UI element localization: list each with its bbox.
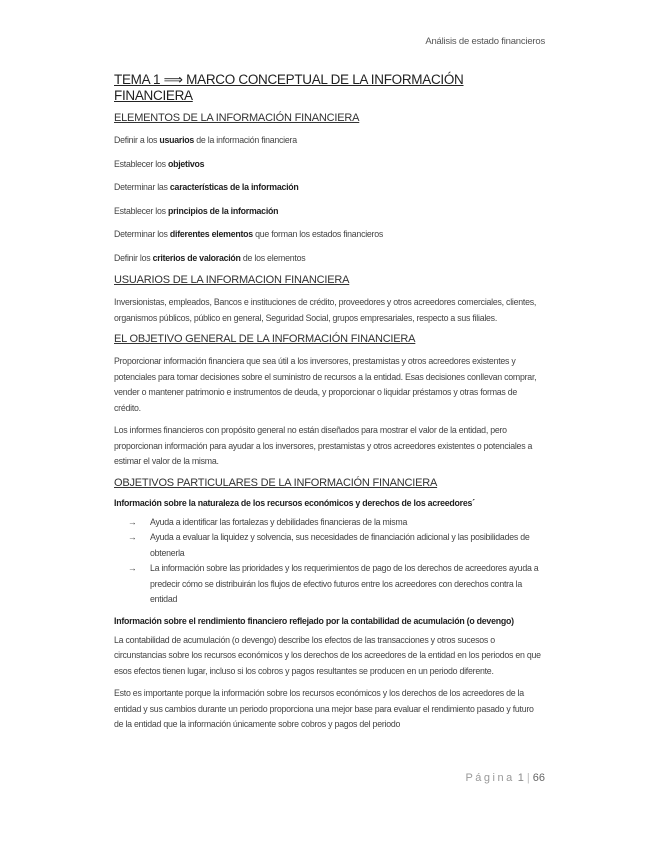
paragraph: La contabilidad de acumulación (o devengo) describe los efectos de las transacciones y otros sucesos o circunstancias sobre los recursos económicos y los derechos de los acreedores de la entidad en los periodos en que esos efectos tienen lugar, incluso si los cobros y pagos resultantes se producen en un periodo diferente. — [114, 634, 541, 676]
bullet-list — [114, 515, 544, 608]
list-item: → Ayuda a identificar las fortalezas y debilidades financieras de la misma — [114, 515, 544, 531]
section-heading-objetivos-particulares: OBJETIVOS PARTICULARES DE LA INFORMACIÓN FINANCIERA — [114, 476, 438, 489]
list-item: Definir los criterios de valoración de los elementos — [114, 252, 306, 263]
list-item: → Ayuda a evaluar la liquidez y solvencia, sus necesidades de financiación adicional y las posibilidades de obtenerla — [128, 532, 530, 558]
page-footer — [465, 772, 545, 784]
list-item: Establecer los objetivos — [114, 158, 205, 169]
paragraph: Los informes financieros con propósito general no están diseñados para mostrar el valor de la entidad, pero proporcionan información para ayudar a los inversores, prestamistas y otros acreedores existentes o potenciales a estimar el valor de la misma. — [114, 425, 533, 466]
footer-separator: | — [526, 772, 530, 784]
paragraph: Proporcionar información financiera que sea útil a los inversores, prestamistas y otros acreedores existentes y potenciales para tomar decisiones sobre el suministro de recursos a la entidad. Esas decisiones conllevan comprar, vender o mantener patrimonio e instrumentos de deuda, y proporcionar o liquidar préstamos y otras formas de crédito. — [114, 356, 537, 413]
section-heading-objetivo-general: EL OBJETIVO GENERAL DE LA INFORMACIÓN FINANCIERA — [114, 333, 416, 345]
list-item: Determinar los diferentes elementos que forman los estados financieros — [114, 229, 384, 239]
paragraph-usuarios: Inversionistas, empleados, Bancos e instituciones de crédito, proveedores y otros acreedores comerciales, clientes, organismos públicos, público en general, Seguridad Social, grupos empresariales, respecto a sus filiales. — [114, 297, 537, 323]
page-label: Página — [465, 772, 515, 784]
section-heading-usuarios: USUARIOS DE LA INFORMACION FINANCIERA — [114, 274, 350, 286]
page-total: 66 — [532, 772, 545, 784]
list-item: Determinar las características de la información — [114, 182, 299, 192]
list-item: Establecer los principios de la información — [114, 205, 279, 216]
right-arrow-icon: → — [128, 516, 137, 527]
list-item: Definir a los usuarios de la información financiera — [114, 135, 297, 145]
page-header: Análisis de estado financieros — [425, 36, 545, 47]
right-arrow-icon: → — [128, 532, 137, 542]
document-title: TEMA 1 ⟹ MARCO CONCEPTUAL DE LA INFORMACIÓN FINANCIERA — [114, 72, 464, 103]
list-item: → La información sobre las prioridades y los requerimientos de pago de los derechos de acreedores ayuda a predecir cómo se distribuirán los flujos de efectivo futuros entre los acreedores con derechos contra la entidad — [128, 563, 539, 604]
right-arrow-icon: → — [128, 563, 137, 573]
subheading-rendimiento: Información sobre el rendimiento financiero reflejado por la contabilidad de acumulación (o devengo) — [114, 615, 514, 626]
section-heading-elementos: ELEMENTOS DE LA INFORMACIÓN FINANCIERA — [114, 112, 360, 124]
page-content — [114, 72, 544, 740]
paragraph: Esto es importante porque la información sobre los recursos económicos y los derechos de los acreedores de la entidad y sus cambios durante un periodo proporciona una mejor base para evaluar el rendimiento pasado y futuro de la entidad que la información únicamente sobre cobros y pagos del periodo — [114, 688, 534, 729]
subheading-recursos: Información sobre la naturaleza de los recursos económicos y derechos de los acreedores´ — [114, 497, 475, 508]
page-number: 1 — [517, 772, 524, 784]
